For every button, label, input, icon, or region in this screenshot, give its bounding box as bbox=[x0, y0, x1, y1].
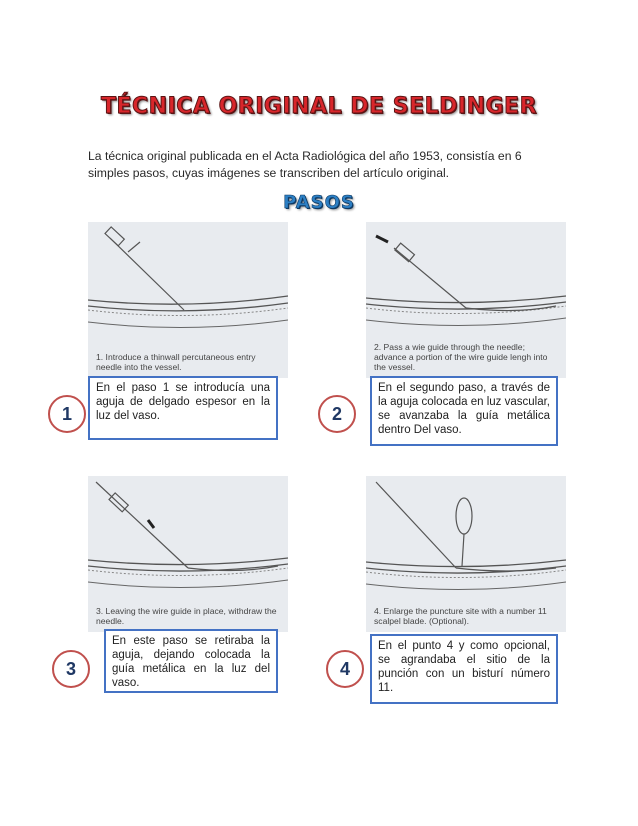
step-1-number-badge: 1 bbox=[48, 395, 86, 433]
step-1-description: En el paso 1 se introducía una aguja de delgado espesor en la luz del vaso. bbox=[88, 376, 278, 440]
step-4-description: En el punto 4 y como opcional, se agrandaba el sitio de la punción con un bisturí número 11. bbox=[370, 634, 558, 704]
intro-paragraph: La técnica original publicada en el Acta Radiológica del año 1953, consistía en 6 simples pasos, cuyas imágenes se transcriben del artículo original. bbox=[88, 149, 522, 180]
step-2-description: En el segundo paso, a través de la aguja colocada en luz vascular, se avanzaba la guía metálica dentro Del vaso. bbox=[370, 376, 558, 446]
step-3-number-badge: 3 bbox=[52, 650, 90, 688]
step-3-description: En este paso se retiraba la aguja, dejando colocada la guía metálica en la luz del vaso. bbox=[104, 629, 278, 693]
step-3-image-caption: 3. Leaving the wire guide in place, withdraw the needle. bbox=[96, 606, 277, 626]
step-4-image-caption: 4. Enlarge the puncture site with a number 11 scalpel blade. (Optional). bbox=[374, 606, 547, 626]
step-3-illustration bbox=[88, 476, 288, 632]
step-4-number-badge: 4 bbox=[326, 650, 364, 688]
step-2-number-badge: 2 bbox=[318, 395, 356, 433]
step-1-image-caption: 1. Introduce a thinwall percutaneous entry needle into the vessel. bbox=[96, 352, 256, 372]
step-1-illustration bbox=[88, 222, 288, 378]
section-heading-pasos: PASOS bbox=[283, 192, 355, 213]
step-2-image-caption: 2. Pass a wie guide through the needle; advance a portion of the wire guide lengh into the vessel. bbox=[374, 342, 548, 372]
page-title: TÉCNICA ORIGINAL DE SELDINGER bbox=[100, 94, 538, 119]
step-4-illustration bbox=[366, 476, 566, 632]
step-2-illustration bbox=[366, 222, 566, 378]
